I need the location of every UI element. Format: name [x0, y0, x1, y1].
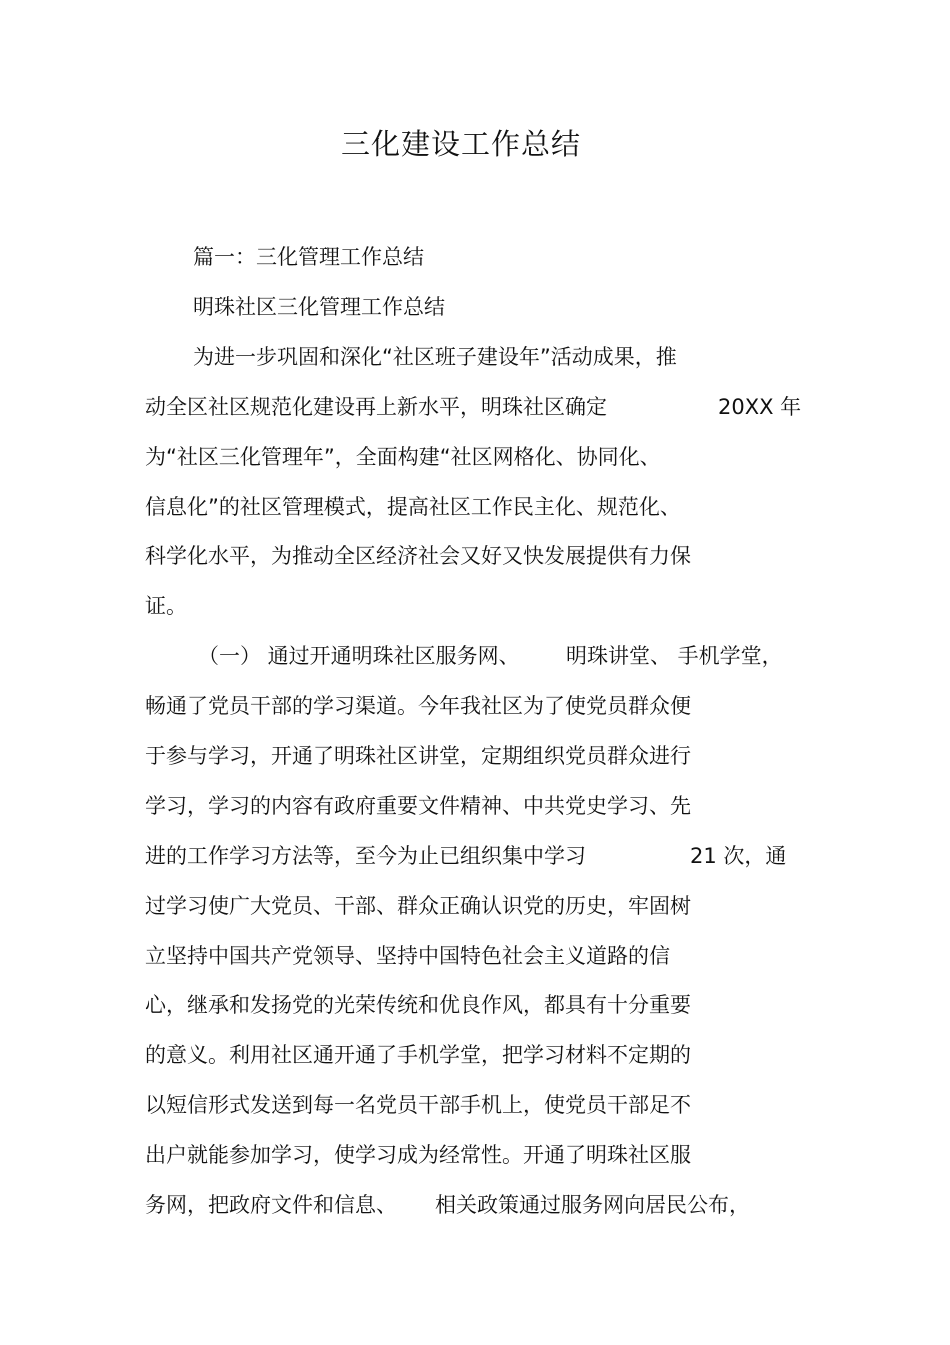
paragraph-line: 信息化”的社区管理模式，提高社区工作民主化、规范化、	[145, 495, 681, 519]
paragraph-line: 畅通了党员干部的学习渠道。今年我社区为了使党员群众便	[145, 694, 691, 718]
paragraph-line: 务网，把政府文件和信息、	[145, 1193, 397, 1217]
paragraph-line: 为“社区三化管理年”，全面构建“社区网格化、协同化、	[145, 445, 661, 469]
paragraph-line: 20XX 年	[718, 395, 802, 419]
paragraph-line: 于参与学习，开通了明珠社区讲堂，定期组织党员群众进行	[145, 744, 691, 768]
paragraph-line: （一） 通过开通明珠社区服务网、	[198, 644, 520, 668]
paragraph-line: 为进一步巩固和深化“社区班子建设年”活动成果，推	[193, 345, 677, 369]
paragraph-line: 明珠讲堂、 手机学堂，	[566, 644, 783, 668]
page-title: 三化建设工作总结	[340, 127, 581, 161]
paragraph-line: 动全区社区规范化建设再上新水平，明珠社区确定	[145, 395, 607, 419]
paragraph-line: 的意义。利用社区通开通了手机学堂，把学习材料不定期的	[145, 1043, 691, 1067]
paragraph-line: 21 次，通	[690, 844, 787, 868]
paragraph-line: 科学化水平，为推动全区经济社会又好又快发展提供有力保	[145, 544, 691, 568]
paragraph-line: 证。	[145, 594, 187, 618]
paragraph-line: 进的工作学习方法等，至今为止已组织集中学习	[145, 844, 586, 868]
paragraph-line: 学习，学习的内容有政府重要文件精神、中共党史学习、先	[145, 794, 691, 818]
section-heading: 篇一：三化管理工作总结	[193, 245, 424, 269]
paragraph-line: 立坚持中国共产党领导、坚持中国特色社会主义道路的信	[145, 944, 670, 968]
paragraph-line: 相关政策通过服务网向居民公布，	[435, 1193, 750, 1217]
paragraph-line: 过学习使广大党员、干部、群众正确认识党的历史，牢固树	[145, 894, 691, 918]
paragraph-line: 以短信形式发送到每一名党员干部手机上，使党员干部足不	[145, 1093, 691, 1117]
paragraph-line: 心，继承和发扬党的光荣传统和优良作风，都具有十分重要	[145, 993, 691, 1017]
subsection-heading: 明珠社区三化管理工作总结	[193, 295, 445, 319]
paragraph-line: 出户就能参加学习，使学习成为经常性。开通了明珠社区服	[145, 1143, 691, 1167]
